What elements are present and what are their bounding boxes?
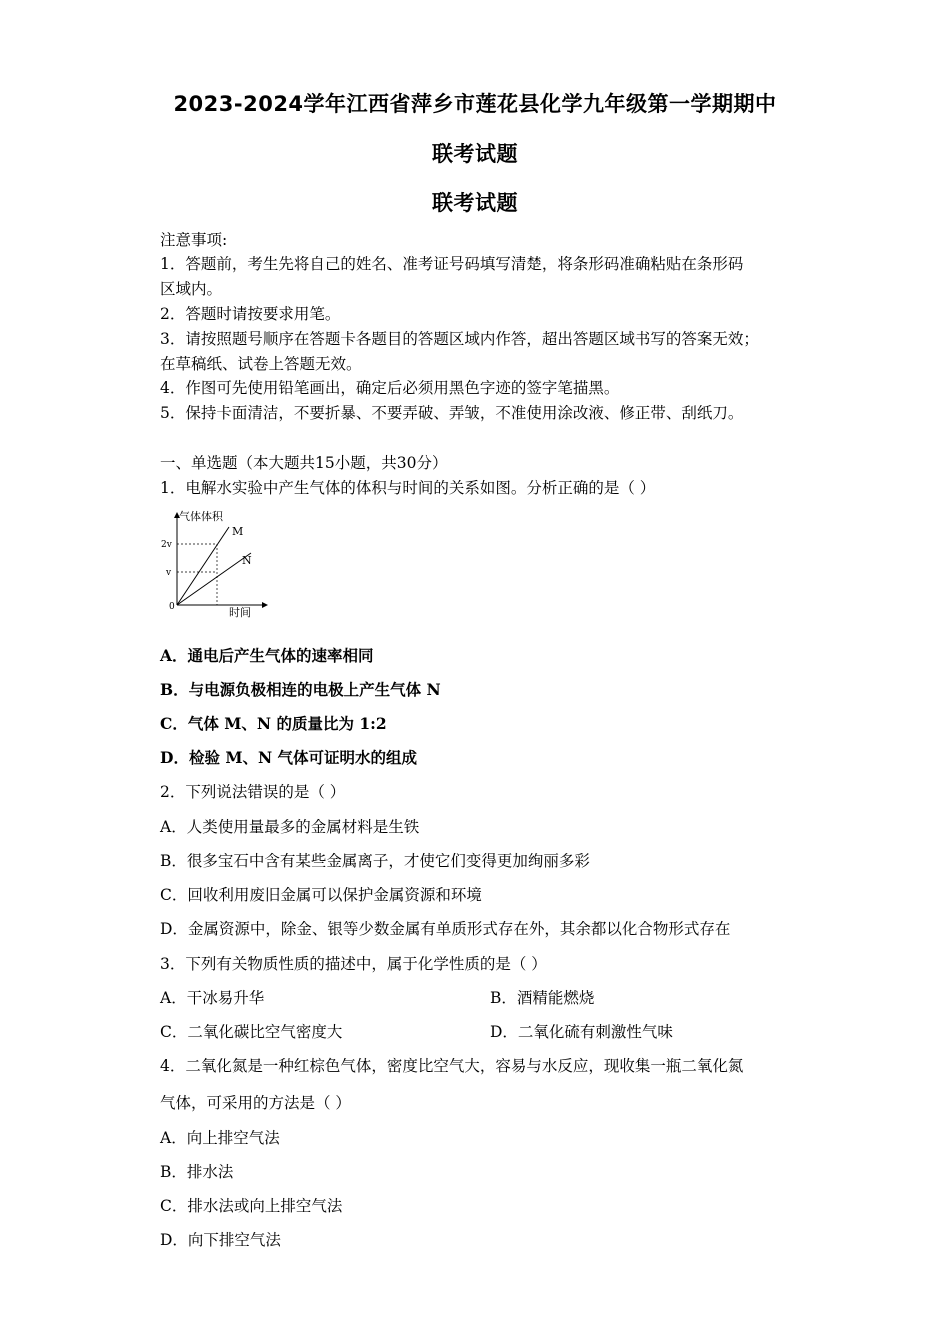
notice-item-2: 2．答题时请按要求用笔。 — [160, 305, 341, 323]
q2-option-c: C．回收利用废旧金属可以保护金属资源和环境 — [160, 886, 482, 904]
q3-option-b: B．酒精能燃烧 — [490, 989, 595, 1007]
q4-option-c: C．排水法或向上排空气法 — [160, 1197, 343, 1215]
series-n-line — [177, 553, 251, 605]
q2-option-a: A．人类使用量最多的金属材料是生铁 — [160, 818, 420, 836]
exam-title-line3: 联考试题 — [432, 191, 518, 215]
series-n-label: N — [242, 554, 252, 567]
notice-item-3b: 在草稿纸、试卷上答题无效。 — [160, 355, 362, 373]
series-m-label: M — [232, 525, 244, 538]
notice-item-1b: 区域内。 — [160, 280, 223, 298]
q3-option-c: C．二氧化碳比空气密度大 — [160, 1023, 343, 1041]
q1-option-d: D．检验 M、N 气体可证明水的组成 — [160, 748, 418, 767]
exam-title-line2: 联考试题 — [432, 142, 518, 166]
q1-option-c: C．气体 M、N 的质量比为 1:2 — [160, 714, 387, 733]
q3-stem: 3．下列有关物质性质的描述中，属于化学性质的是（ ） — [160, 955, 547, 973]
notice-item-1a: 1．答题前，考生先将自己的姓名、准考证号码填写清楚，将条形码准确粘贴在条形码 — [160, 255, 744, 273]
section-heading: 一、单选题（本大题共15小题，共30分） — [160, 454, 448, 472]
q2-option-d: D．金属资源中，除金、银等少数金属有单质形式存在外，其余都以化合物形式存在 — [160, 920, 731, 938]
q4-option-d: D．向下排空气法 — [160, 1231, 281, 1249]
series-m-line — [177, 527, 229, 605]
q4-stem-1: 4．二氧化氮是一种红棕色气体，密度比空气大，容易与水反应，现收集一瓶二氧化氮 — [160, 1057, 744, 1075]
q1-stem: 1．电解水实验中产生气体的体积与时间的关系如图。分析正确的是（ ） — [160, 479, 656, 497]
q4-option-a: A．向上排空气法 — [160, 1129, 280, 1147]
q2-stem: 2．下列说法错误的是（ ） — [160, 783, 346, 801]
q1-chart — [155, 505, 275, 620]
notice-item-5: 5．保持卡面清洁，不要折暴、不要弄破、弄皱，不准使用涂改液、修正带、刮纸刀。 — [160, 404, 744, 422]
y-tick-2v: 2v — [161, 540, 172, 550]
q4-option-b: B．排水法 — [160, 1163, 234, 1181]
notice-heading: 注意事项: — [160, 231, 228, 249]
q1-option-a: A．通电后产生气体的速率相同 — [160, 646, 374, 665]
origin-label: 0 — [169, 602, 175, 612]
q3-option-d: D．二氧化硫有刺激性气味 — [490, 1023, 673, 1041]
q4-stem-2: 气体，可采用的方法是（ ） — [160, 1094, 351, 1112]
notice-item-3a: 3．请按照题号顺序在答题卡各题目的答题区域内作答，超出答题区域书写的答案无效； — [160, 330, 759, 348]
q2-option-b: B．很多宝石中含有某些金属离子，才使它们变得更加绚丽多彩 — [160, 852, 590, 870]
y-axis-label: 气体体积 — [179, 510, 223, 523]
x-axis-label: 时间 — [229, 606, 251, 619]
q3-option-a: A．干冰易升华 — [160, 989, 265, 1007]
notice-item-4: 4．作图可先使用铅笔画出，确定后必须用黑色字迹的签字笔描黑。 — [160, 379, 620, 397]
y-tick-v: v — [166, 568, 172, 578]
exam-title-line1: 2023-2024学年江西省萍乡市莲花县化学九年级第一学期期中 — [173, 92, 777, 116]
q1-option-b: B．与电源负极相连的电极上产生气体 N — [160, 680, 441, 699]
